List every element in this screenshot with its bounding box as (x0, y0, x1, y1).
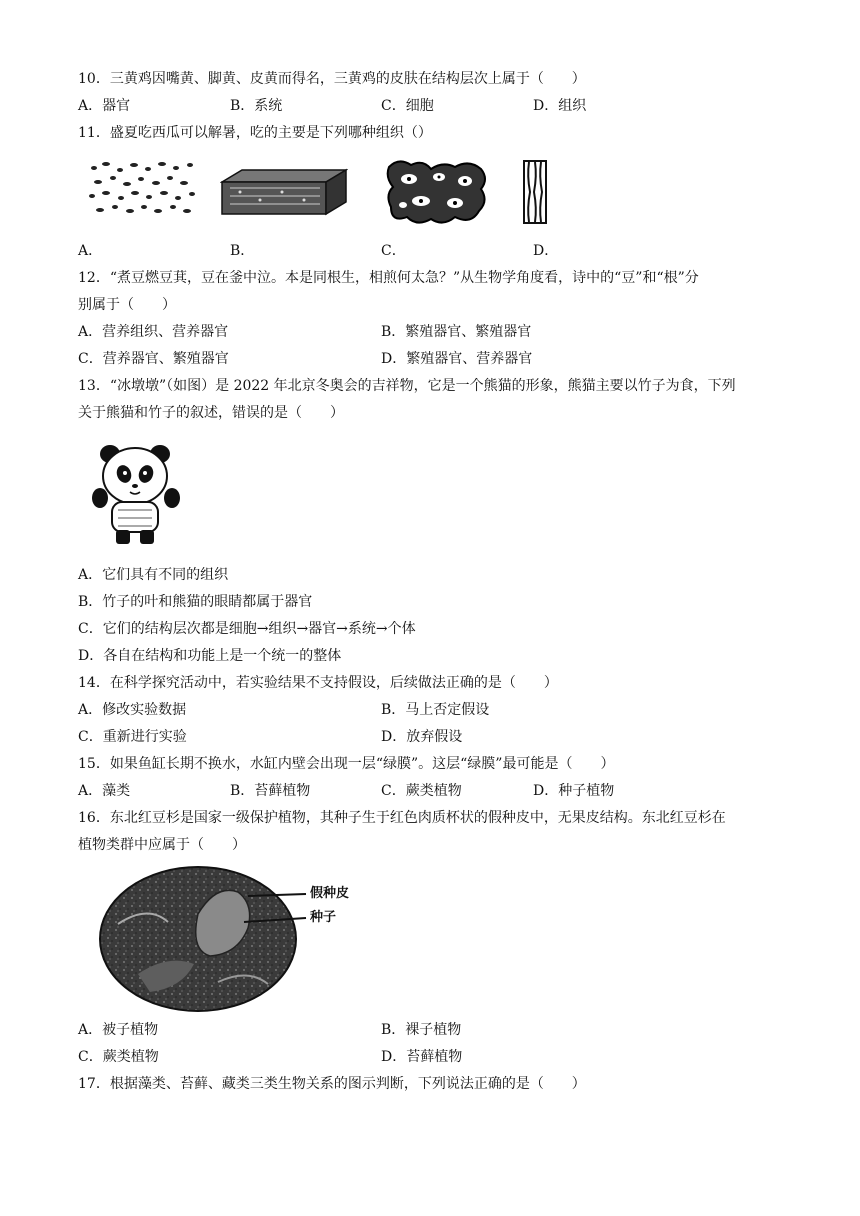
q16-stem-line1: 16．东北红豆杉是国家一级保护植物，其种子生于红色肉质杯状的假种皮中，无果皮结构。东北红豆杉在 (78, 810, 726, 826)
q16-option-a: A．被子植物 (78, 1022, 159, 1038)
q15-option-a: A．藻类 (78, 783, 131, 799)
q17-stem: 17．根据藻类、苔藓、藏类三类生物关系的图示判断，下列说法正确的是（ ） (78, 1076, 586, 1092)
q15-option-c: C．蕨类植物 (381, 783, 462, 799)
q12-option-a: A．营养组织、营养器官 (78, 324, 229, 340)
parenchyma-tissue-image (86, 156, 198, 218)
q13-stem-line1: 13．“冰墩墩”（如图）是 2022 年北京冬奥会的吉祥物，它是一个熊猫的形象，熊猫主要以竹子为食，下列 (78, 378, 736, 394)
q11-option-d: D． (533, 243, 559, 259)
q15-stem: 15．如果鱼缸长期不换水，水缸内壁会出现一层“绿膜”。这层“绿膜”最可能是（ ） (78, 756, 615, 772)
fiber-tissue-image (523, 160, 547, 224)
q16-option-d: D．苔藓植物 (381, 1049, 463, 1065)
q14-option-d: D．放弃假设 (381, 729, 463, 745)
q12-option-d: D．繁殖器官、营养器官 (381, 351, 533, 367)
q14-stem: 14．在科学探究活动中，若实验结果不支持假设，后续做法正确的是（ ） (78, 675, 558, 691)
q12-stem-line2: 别属于（ ） (78, 297, 176, 313)
q13-option-d: D．各自在结构和功能上是一个统一的整体 (78, 648, 342, 664)
q11-option-b: B． (230, 243, 255, 259)
q11-option-a: A． (78, 243, 103, 259)
q13-stem-line2: 关于熊猫和竹子的叙述，错误的是（ ） (78, 405, 344, 421)
q16-stem-line2: 植物类群中应属于（ ） (78, 837, 246, 853)
q12-option-c: C．营养器官、繁殖器官 (78, 351, 229, 367)
q12-stem-line1: 12．“煮豆燃豆萁，豆在釜中泣。本是同根生，相煎何太急？”从生物学角度看，诗中的“豆”和“根”分 (78, 270, 699, 286)
q16-option-b: B．裸子植物 (381, 1022, 462, 1038)
q13-option-b: B．竹子的叶和熊猫的眼睛都属于器官 (78, 594, 313, 610)
q10-stem: 10．三黄鸡因嘴黄、脚黄、皮黄而得名，三黄鸡的皮肤在结构层次上属于（ ） (78, 71, 586, 87)
q12-option-b: B．繁殖器官、繁殖器官 (381, 324, 532, 340)
q10-option-b: B．系统 (230, 98, 283, 114)
q14-option-a: A．修改实验数据 (78, 702, 187, 718)
epithelial-tissue-image (220, 168, 348, 216)
q10-option-d: D．组织 (533, 98, 587, 114)
q14-option-b: B．马上否定假设 (381, 702, 490, 718)
q11-option-c: C． (381, 243, 406, 259)
q15-option-b: B．苔藓植物 (230, 783, 311, 799)
seed-label: 种子 (310, 910, 337, 925)
bing-dwen-dwen-mascot-image (88, 440, 184, 548)
aril-label: 假种皮 (310, 886, 350, 901)
q11-stem: 11．盛夏吃西瓜可以解暑，吃的主要是下列哪种组织（） (78, 125, 432, 141)
q15-option-d: D．种子植物 (533, 783, 615, 799)
q10-option-a: A．器官 (78, 98, 131, 114)
q13-option-c: C．它们的结构层次都是细胞→组织→器官→系统→个体 (78, 621, 416, 637)
q13-option-a: A．它们具有不同的组织 (78, 567, 229, 583)
q10-option-c: C．细胞 (381, 98, 434, 114)
irregular-tissue-image (385, 157, 491, 227)
q16-option-c: C．蕨类植物 (78, 1049, 159, 1065)
q14-option-c: C．重新进行实验 (78, 729, 187, 745)
